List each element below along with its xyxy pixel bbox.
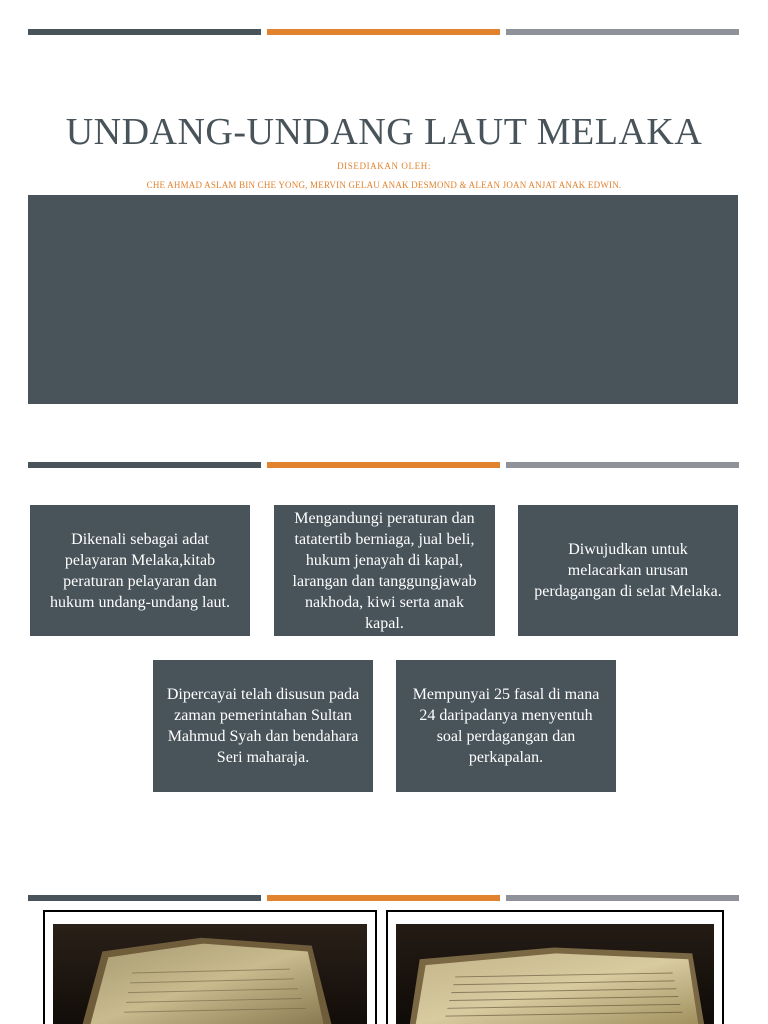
divider-bar-dark bbox=[28, 462, 261, 468]
slide-title: UNDANG-UNDANG LAUT MELAKA bbox=[65, 111, 703, 153]
fact-text: Mengandungi peraturan dan tatatertib berniaga, jual beli, hukum jenayah di kapal, larangan dan tanggungjawab nakhoda, kiwi serta anak kapal. bbox=[292, 509, 477, 632]
divider-bar-grey bbox=[506, 29, 739, 35]
manuscript-photo-frame bbox=[386, 910, 724, 1024]
fact-text: Dipercayai telah disusun pada zaman pemerintahan Sultan Mahmud Syah dan bendahara Seri maharaja. bbox=[166, 686, 360, 766]
manuscript-photo-frame bbox=[43, 910, 377, 1024]
manuscript-photo bbox=[396, 924, 714, 1024]
divider-bar-orange bbox=[267, 462, 500, 468]
divider-bar-dark bbox=[28, 895, 261, 901]
manuscript-photo bbox=[53, 924, 367, 1024]
authors-text: CHE AHMAD ASLAM BIN CHE YONG, MERVIN GELAU ANAK DESMOND & ALEAN JOAN ANJAT ANAK EDWIN. bbox=[146, 180, 622, 190]
divider-bar-orange bbox=[267, 895, 500, 901]
fact-box bbox=[396, 660, 616, 792]
divider-bar-grey bbox=[506, 462, 739, 468]
divider-bar-dark bbox=[28, 29, 261, 35]
divider-bar-orange bbox=[267, 29, 500, 35]
fact-text: Dikenali sebagai adat pelayaran Melaka,kitab peraturan pelayaran dan hukum undang-undang laut. bbox=[50, 530, 230, 611]
fact-text: Diwujudkan untuk melacarkan urusan perdagangan di selat Melaka. bbox=[534, 541, 722, 600]
fact-text: Mempunyai 25 fasal di mana 24 daripadanya menyentuh soal perdagangan dan perkapalan. bbox=[412, 686, 600, 766]
title-banner bbox=[28, 195, 738, 404]
fact-box bbox=[518, 505, 738, 636]
fact-box bbox=[30, 505, 250, 636]
fact-box bbox=[153, 660, 373, 792]
divider-bar-grey bbox=[506, 895, 739, 901]
prepared-by-label: DISEDIAKAN OLEH: bbox=[337, 161, 431, 171]
fact-box bbox=[274, 505, 495, 636]
